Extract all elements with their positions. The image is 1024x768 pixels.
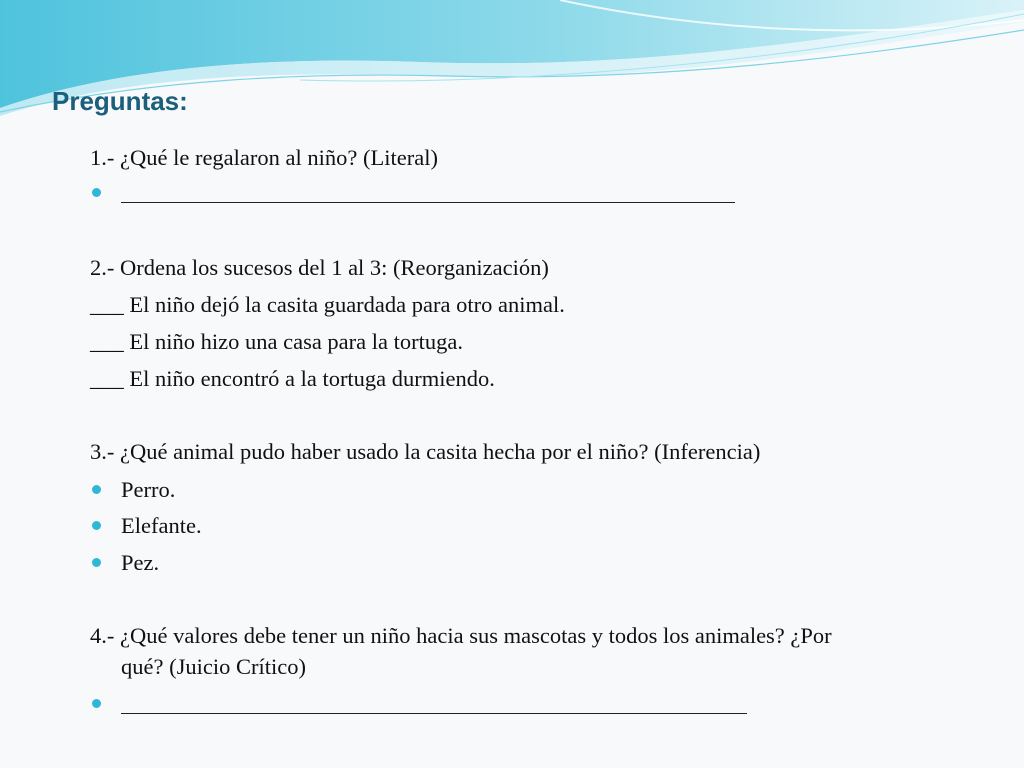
option-perro: Perro. [121, 477, 176, 502]
answer-line-1 [121, 202, 735, 203]
order-item-2: ___ El niño hizo una casa para la tortuga. [90, 329, 463, 354]
order-item-1: ___ El niño dejó la casita guardada para otro animal. [90, 292, 565, 317]
question-1: 1.- ¿Qué le regalaron al niño? (Literal) [90, 145, 438, 170]
option-elefante: Elefante. [121, 513, 202, 538]
bullet-icon [92, 558, 101, 567]
slide-title: Preguntas: [52, 86, 188, 116]
bullet-icon [92, 699, 101, 708]
bullet-icon [92, 188, 101, 197]
question-3: 3.- ¿Qué animal pudo haber usado la casita hecha por el niño? (Inferencia) [90, 439, 761, 464]
bullet-icon [92, 521, 101, 530]
option-pez: Pez. [121, 550, 160, 575]
bullet-icon [92, 485, 101, 494]
question-4-line-1: 4.- ¿Qué valores debe tener un niño hacia sus mascotas y todos los animales? ¿Por [90, 623, 832, 648]
answer-line-4 [121, 713, 747, 714]
question-2: 2.- Ordena los sucesos del 1 al 3: (Reorganización) [90, 255, 549, 280]
order-item-3: ___ El niño encontró a la tortuga durmiendo. [90, 366, 495, 391]
question-4-line-2: qué? (Juicio Crítico) [121, 654, 306, 679]
